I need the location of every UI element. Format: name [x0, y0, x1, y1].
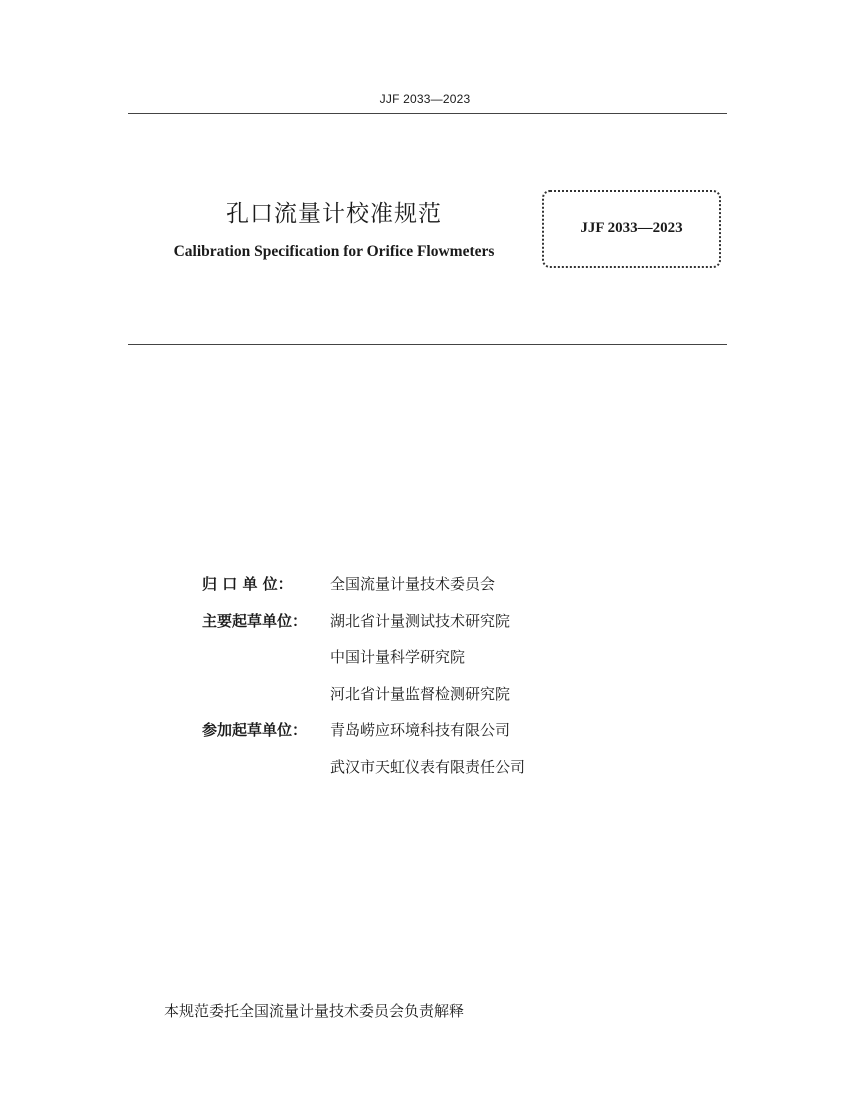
header-code: JJF 2033—2023 [379, 92, 471, 106]
main-drafting-unit: 河北省计量监督检测研究院 [330, 684, 511, 703]
title-english: Calibration Specification for Orifice Flowmeters [173, 243, 495, 260]
responsible-label: 归 口 单 位： [202, 575, 293, 593]
main-drafting-unit: 湖北省计量测试技术研究院 [330, 611, 511, 630]
main-drafting-label: 主要起草单位： [202, 611, 308, 630]
organization-list [202, 573, 525, 792]
main-drafting-unit: 中国计量科学研究院 [330, 648, 466, 666]
title-chinese: 孔口流量计校准规范 [226, 201, 442, 227]
org-row-main-drafting [202, 683, 525, 720]
participating-label: 参加起草单位： [202, 721, 308, 739]
top-rule [128, 113, 727, 114]
org-row-main-drafting [202, 646, 525, 683]
org-row-responsible [202, 573, 525, 610]
participating-unit: 武汉市天虹仪表有限责任公司 [330, 757, 526, 776]
standard-code: JJF 2033—2023 [580, 220, 683, 236]
org-row-participating [202, 756, 525, 793]
participating-unit: 青岛崂应环境科技有限公司 [330, 721, 511, 739]
standard-code-box [542, 190, 721, 268]
org-row-main-drafting [202, 610, 525, 647]
responsible-unit: 全国流量计量技术委员会 [330, 575, 496, 593]
org-row-participating [202, 719, 525, 756]
bottom-rule [128, 344, 727, 345]
interpretation-note: 本规范委托全国流量计量技术委员会负责解释 [164, 1002, 465, 1020]
